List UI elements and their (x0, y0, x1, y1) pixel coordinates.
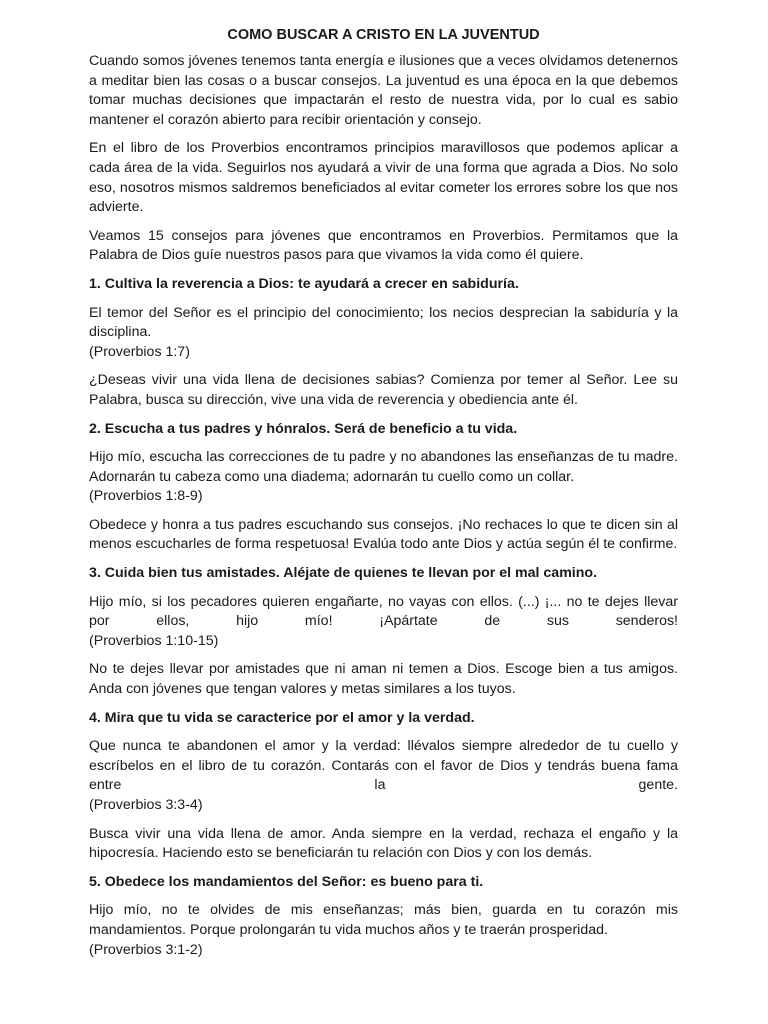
quote-reference: (Proverbios 1:7) (89, 343, 190, 360)
quote-reference: (Proverbios 3:3-4) (89, 797, 203, 813)
section-quote-5 (89, 901, 678, 960)
quote-reference: (Proverbios 1:10-15) (89, 632, 219, 649)
quote-reference: (Proverbios 1:8-9) (89, 488, 203, 505)
section-comment-4: Busca vivir una vida llena de amor. Anda siempre en la verdad, rechaza el engaño y la hipocresía. Haciendo esto se beneficiarán tu relación con Dios y con los demás. (89, 825, 678, 862)
section-heading-2: 2. Escucha a tus padres y hónralos. Será de beneficio a tu vida. (89, 420, 518, 437)
section-heading-4: 4. Mira que tu vida se caracterice por el amor y la verdad. (89, 709, 475, 726)
section-heading-3: 3. Cuida bien tus amistades. Aléjate de quienes te llevan por el mal camino. (89, 565, 598, 582)
section-comment-2: Obedece y honra a tus padres escuchando sus consejos. ¡No rechaces lo que te dicen sin al menos escucharles de forma respetuosa! Evalúa todo ante Dios y actúa según él te confirme. (89, 516, 678, 553)
quote-text: Hijo mío, no te olvides de mis enseñanzas; más bien, guarda en tu corazón mis mandamientos. Porque prolongarán tu vida muchos años y te traerán prosperidad. (89, 902, 678, 938)
section-heading-1: 1. Cultiva la reverencia a Dios: te ayudará a crecer en sabiduría. (89, 275, 519, 292)
quote-text: Hijo mío, escucha las correcciones de tu padre y no abandones las enseñanzas de tu madre. Adornarán tu cabeza como una diadema; adornarán tu cuello como un collar. (89, 449, 678, 485)
quote-text: El temor del Señor es el principio del conocimiento; los necios desprecian la sabiduría y la disciplina. (89, 304, 678, 341)
section-comment-3: No te dejes llevar por amistades que ni aman ni temen a Dios. Escoge bien a tus amigos. Anda con jóvenes que tengan valores y metas similares a los tuyos. (89, 661, 678, 698)
section-quote-3 (89, 593, 678, 652)
intro-paragraph-1: Cuando somos jóvenes tenemos tanta energía e ilusiones que a veces olvidamos detenernos a meditar bien las cosas o a buscar consejos. La juventud es una época en la que debemos tomar muchas decisiones que impactarán el resto de nuestra vida, por lo cual es sabio mantener el corazón abierto para recibir orientación y consejo. (89, 53, 678, 128)
section-quote-4 (89, 737, 678, 815)
section-quote-2 (89, 448, 678, 507)
quote-reference: (Proverbios 3:1-2) (89, 941, 203, 958)
section-quote-1 (89, 304, 678, 363)
section-heading-5: 5. Obedece los mandamientos del Señor: es bueno para ti. (89, 873, 484, 890)
intro-paragraph-2: En el libro de los Proverbios encontramos principios maravillosos que podemos aplicar a cada área de la vida. Seguirlos nos ayudará a vivir de una forma que agrada a Dios. No solo eso, nosotros mismos saldremos beneficiados al evitar cometer los errores sobre los que nos advierte. (89, 140, 678, 216)
section-comment-1: ¿Deseas vivir una vida llena de decisiones sabias? Comienza por temer al Señor. Lee su Palabra, busca su dirección, vive una vida de reverencia y obediencia ante él. (89, 372, 678, 408)
quote-text: Que nunca te abandonen el amor y la verdad: llévalos siempre alrededor de tu cuello y escríbelos en el libro de tu corazón. Contarás con el favor de Dios y tendrás buena fama entre la gente. (89, 738, 678, 794)
document-title: COMO BUSCAR A CRISTO EN LA JUVENTUD (227, 27, 540, 43)
quote-text: Hijo mío, si los pecadores quieren engañarte, no vayas con ellos. (...) ¡... no te dejes llevar por ellos, hijo mío! ¡Apártate de sus senderos! (89, 593, 678, 630)
intro-paragraph-3: Veamos 15 consejos para jóvenes que encontramos en Proverbios. Permitamos que la Palabra de Dios guíe nuestros pasos para que vivamos la vida como él quiere. (89, 227, 678, 264)
